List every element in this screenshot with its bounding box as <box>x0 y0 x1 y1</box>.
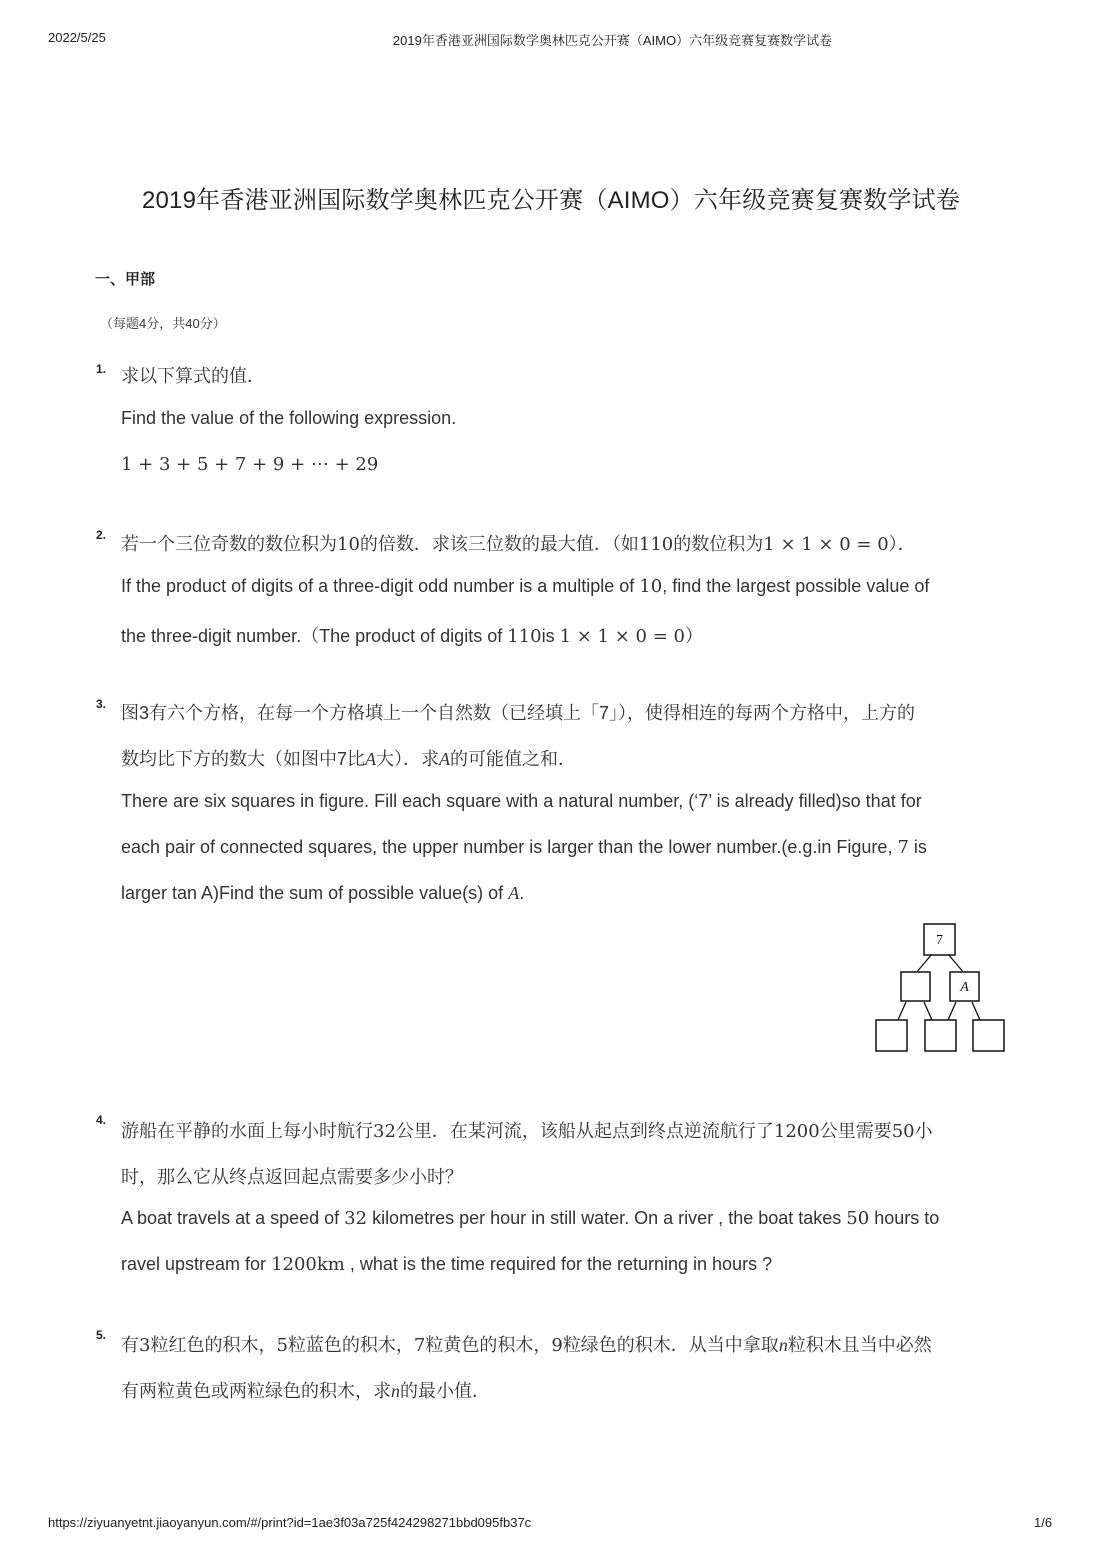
text-span: is <box>908 837 927 857</box>
question-text-en <box>121 622 703 648</box>
question-text-en <box>121 576 929 597</box>
text-span: , find the largest possible value of <box>662 576 930 596</box>
math-span: 5 <box>276 1335 288 1356</box>
text-span: 的最小值． <box>400 1381 490 1401</box>
question-text-en <box>121 837 927 858</box>
tree-label-top: 7 <box>936 933 943 948</box>
math-span: A <box>365 749 377 769</box>
question-text-en: Find the value of the following expression. <box>121 408 457 428</box>
text-span: 粒积木且当中必然 <box>787 1335 932 1355</box>
math-span: 1 × 1 × 0 = 0 <box>559 626 685 647</box>
math-span: n <box>391 1381 400 1401</box>
tree-connector <box>898 1002 906 1020</box>
math-span: 50 <box>891 1121 915 1142</box>
print-header-title: 2019年香港亚洲国际数学奥林匹克公开赛（AIMO）六年级竞赛复赛数学试卷 <box>392 33 833 48</box>
math-span: 10 <box>337 534 360 555</box>
question-number: 3. <box>96 697 107 711</box>
tree-connector <box>916 954 932 973</box>
number-tree-figure <box>870 918 1010 1058</box>
tree-label-mid-right: A <box>960 980 969 995</box>
section-note: （每题4分，共40分） <box>100 316 226 331</box>
text-span: A boat travels at a speed of <box>121 1208 345 1228</box>
question-text-zh <box>121 530 916 556</box>
text-span: 小 <box>914 1121 933 1141</box>
text-span: 粒绿色的积木．从当中拿取 <box>562 1335 779 1355</box>
question-text-en <box>121 883 524 904</box>
math-span: 3 <box>139 1335 151 1356</box>
text-span: 公里需要 <box>819 1121 892 1141</box>
math-span: 1200 <box>773 1121 820 1142</box>
text-span: larger tan A)Find the sum of possible value(s) of <box>121 883 509 903</box>
text-span: ravel upstream for <box>121 1254 272 1274</box>
tree-connector <box>924 1002 932 1020</box>
question-text-zh: 求以下算式的值． <box>121 366 265 386</box>
document-title: 2019年香港亚洲国际数学奥林匹克公开赛（AIMO）六年级竞赛复赛数学试卷 <box>141 187 961 214</box>
text-span: hours to <box>869 1208 940 1228</box>
text-span: . <box>519 883 525 903</box>
text-span: 数均比下方的数大（如图中7比 <box>121 749 366 769</box>
math-span: n <box>778 1335 788 1355</box>
question-number: 1. <box>96 362 107 376</box>
text-span: 粒黄色的积木， <box>425 1335 552 1355</box>
question-number: 4. <box>96 1113 107 1127</box>
math-span: 110 <box>507 626 542 647</box>
tree-box-bottom-right <box>973 1020 1004 1051</box>
math-span: 9 <box>551 1335 563 1356</box>
question-text-en <box>121 1254 772 1275</box>
question-text-zh: 时，那么它从终点返回起点需要多少小时？ <box>121 1167 463 1187</box>
text-span: ） <box>684 626 703 646</box>
question-text-zh <box>121 1331 932 1357</box>
tree-connector <box>948 1002 956 1020</box>
text-span: 有两粒黄色或两粒绿色的积木，求 <box>121 1381 391 1401</box>
text-span: 的倍数．求该三位数的最大值．（如 <box>359 534 639 554</box>
text-span: the three-digit number.（The product of digits of <box>121 626 508 646</box>
math-span: 1 × 1 × 0 = 0 <box>763 534 889 555</box>
text-span: 粒蓝色的积木， <box>287 1335 414 1355</box>
text-span: 大）．求 <box>376 749 440 769</box>
text-span: 的可能值之和． <box>450 749 577 769</box>
text-span: 若一个三位奇数的数位积为 <box>121 534 337 554</box>
tree-box-bottom-left <box>876 1020 907 1051</box>
question-text-en: There are six squares in figure. Fill each square with a natural number, (‘7’ is already filled)so that for <box>121 791 922 811</box>
question-number: 5. <box>96 1328 107 1342</box>
math-span: 50 <box>846 1208 870 1229</box>
math-span: 110 <box>638 534 674 555</box>
text-span: 的数位积为 <box>673 534 764 554</box>
math-span: 10 <box>639 576 663 597</box>
question-text-zh: 图3有六个方格，在每一个方格填上一个自然数（已经填上「7」），使得相连的每两个方格中，上方的 <box>121 703 916 723</box>
math-span: A <box>439 749 451 769</box>
tree-connector <box>972 1002 980 1020</box>
math-span: A <box>508 883 520 903</box>
question-text-zh <box>121 1117 933 1143</box>
page-number: 1/6 <box>1034 1515 1053 1530</box>
question-number: 2. <box>96 528 107 542</box>
math-span: 7 <box>897 837 909 858</box>
question-text-en <box>121 1208 939 1229</box>
text-span: If the product of digits of a three-digit odd number is a multiple of <box>121 576 640 596</box>
text-span: 公里．在某河流，该船从起点到终点逆流航行了 <box>395 1121 774 1141</box>
question-text-zh <box>121 1377 490 1403</box>
text-span: 粒红色的积木， <box>150 1335 277 1355</box>
math-span: 32 <box>344 1208 368 1229</box>
section-heading: 一、甲部 <box>95 271 156 288</box>
text-span: ）． <box>888 534 916 554</box>
math-span: 32 <box>373 1121 396 1142</box>
text-span: is <box>541 626 560 646</box>
math-span: 1200km <box>271 1254 345 1275</box>
question-text-zh <box>121 745 576 771</box>
math-span: 7 <box>413 1335 426 1356</box>
text-span: kilometres per hour in still water. On a river , the boat takes <box>367 1208 847 1228</box>
tree-box-bottom-middle <box>925 1020 956 1051</box>
tree-connector <box>948 954 964 973</box>
text-span: , what is the time required for the returning in hours ? <box>344 1254 773 1274</box>
text-span: 游船在平静的水面上每小时航行 <box>121 1121 373 1141</box>
math-expression: 1 + 3 + 5 + 7 + 9 + ⋯ + 29 <box>121 454 379 475</box>
print-url: https://ziyuanyetnt.jiaoyanyun.com/#/print?id=1ae3f03a725f424298271bbd095fb37c <box>48 1515 532 1530</box>
text-span: 有 <box>121 1335 139 1355</box>
print-date: 2022/5/25 <box>48 30 106 45</box>
tree-box-mid-left <box>901 972 930 1001</box>
text-span: each pair of connected squares, the upper number is larger than the lower number.(e.g.in Figure, <box>121 837 898 857</box>
